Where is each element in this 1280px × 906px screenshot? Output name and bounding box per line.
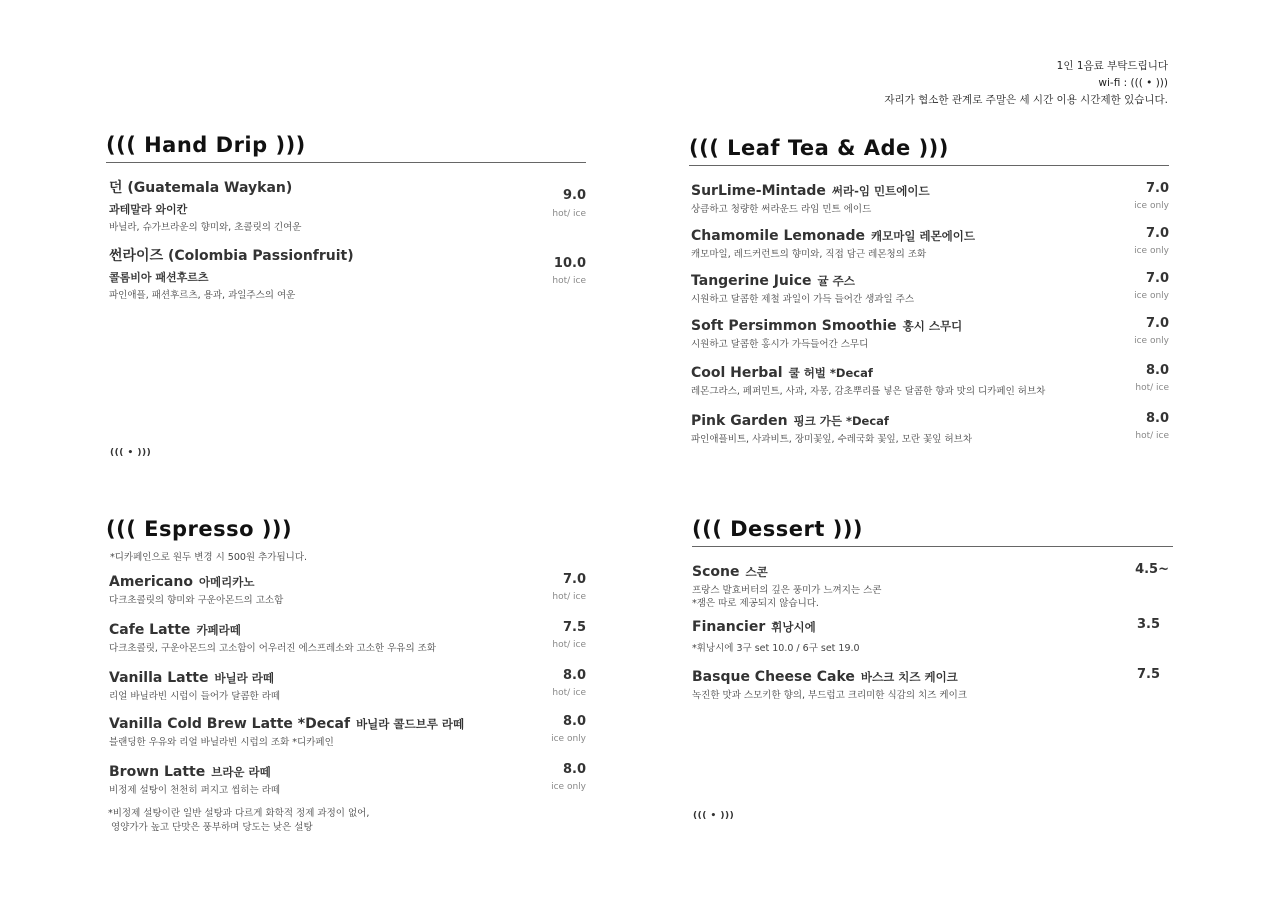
item-name: Brown Latte [109, 764, 206, 780]
item-price: 4.5~ [1135, 562, 1169, 577]
item-name: Basque Cheese Cake [692, 669, 855, 685]
item-description: 시원하고 달콤한 홍시가 가득들어간 스무디 [691, 339, 869, 350]
menu-item [109, 761, 586, 807]
brand-logo: ((( • ))) [110, 448, 152, 458]
item-temperature: ice only [1134, 291, 1169, 301]
item-name: SurLime-Mintade [691, 183, 826, 199]
leaf-tea-section [689, 136, 1169, 455]
menu-item [691, 410, 1169, 455]
item-description: 레몬그라스, 페퍼민트, 사과, 자몽, 감초뿌리를 넣은 달콤한 향과 맛의 디카페인 허브차 [691, 386, 1046, 397]
menu-item [106, 177, 586, 245]
item-korean-name: 캐모마일 레몬에이드 [871, 229, 975, 243]
item-description: 녹진한 맛과 스모키한 향의, 부드럽고 크리미한 식감의 치즈 케이크 [692, 690, 967, 701]
item-korean-name: 핑크 가든 *Decaf [793, 414, 889, 428]
menu-item [109, 571, 586, 619]
menu-item [109, 667, 586, 713]
section-title: ((( Dessert ))) [692, 517, 1173, 547]
hand-drip-section [106, 133, 586, 313]
notice-one-drink: 1인 1음료 부탁드립니다 [1056, 60, 1168, 72]
menu-item [691, 225, 1169, 270]
item-price: 8.0 [562, 714, 586, 729]
espresso-section [106, 517, 586, 835]
item-note: *잼은 따로 제공되지 않습니다. [692, 598, 819, 609]
item-price: 9.0 [562, 188, 586, 203]
decaf-note: *디카페인으로 원두 변경 시 500원 추가됩니다. [110, 552, 308, 563]
item-description: 시원하고 달콤한 제철 과일이 가득 들어간 생과일 주스 [691, 294, 915, 305]
item-price: 8.0 [1145, 411, 1169, 426]
sugar-note-line-1: *비정제 설탕이란 일반 설탕과 다르게 화학적 정제 과정이 없어, [108, 808, 370, 819]
item-korean-name: 바닐라 라떼 [214, 671, 275, 685]
item-name: Vanilla Latte [109, 670, 209, 686]
menu-item [106, 245, 586, 313]
item-name: 던 (Guatemala Waykan) [109, 180, 293, 196]
section-title: ((( Hand Drip ))) [106, 133, 586, 163]
item-temperature: hot/ ice [552, 276, 586, 286]
menu-item [691, 270, 1169, 315]
item-korean-name: 휘낭시에 [771, 620, 816, 634]
item-price: 7.0 [1145, 181, 1169, 196]
item-description: 다크초콜릿의 향미와 구운아몬드의 고소함 [109, 595, 284, 606]
item-korean-name: 바닐라 콜드브루 라떼 [356, 717, 465, 731]
menu-item [691, 180, 1169, 225]
item-name: Scone [692, 564, 740, 580]
item-name: Tangerine Juice [691, 273, 812, 289]
notice-block [884, 58, 1168, 109]
menu-list [689, 180, 1169, 455]
item-temperature: ice only [1134, 246, 1169, 256]
item-price: 10.0 [553, 256, 586, 271]
item-name: Vanilla Cold Brew Latte *Decaf [109, 716, 351, 732]
item-name: Pink Garden [691, 413, 788, 429]
item-temperature: hot/ ice [1135, 383, 1169, 393]
item-description: 다크초콜릿, 구운아몬드의 고소함이 어우러진 에스프레소와 고소한 우유의 조화 [109, 643, 437, 654]
notice-time-limit: 자리가 협소한 관계로 주말은 세 시간 이용 시간제한 있습니다. [884, 94, 1168, 106]
item-description: 바닐라, 슈가브라운의 향미와, 초콜릿의 긴여운 [109, 222, 302, 233]
item-subtitle: 콜롬비아 패션후르츠 [109, 271, 209, 284]
item-temperature: hot/ ice [552, 209, 586, 219]
item-description: 캐모마일, 레드커런트의 향미와, 직접 담근 레몬청의 조화 [691, 249, 927, 260]
item-korean-name: 써라-임 민트에이드 [831, 184, 930, 198]
item-name: Financier [692, 619, 766, 635]
item-temperature: ice only [551, 782, 586, 792]
item-korean-name: 홍시 스무디 [902, 319, 963, 333]
item-price: 8.0 [562, 762, 586, 777]
item-price: 3.5 [1136, 617, 1160, 632]
brand-logo: ((( • ))) [693, 811, 735, 821]
item-korean-name: 아메리카노 [198, 575, 255, 589]
item-name: Americano [109, 574, 193, 590]
item-korean-name: 스콘 [745, 565, 768, 579]
item-temperature: hot/ ice [552, 640, 586, 650]
item-price: 7.0 [1145, 316, 1169, 331]
item-temperature: ice only [551, 734, 586, 744]
section-title: ((( Leaf Tea & Ade ))) [689, 136, 1169, 166]
notice-wifi: wi-fi : ((( • ))) [1098, 77, 1168, 89]
item-korean-name: 바스크 치즈 케이크 [860, 670, 958, 684]
item-name: Chamomile Lemonade [691, 228, 866, 244]
menu-item [109, 713, 586, 761]
item-description: *휘낭시에 3구 set 10.0 / 6구 set 19.0 [692, 643, 860, 654]
item-description: 블랜딩한 우유와 리얼 바닐라빈 시럽의 조화 *디카페인 [109, 737, 334, 748]
item-name: Soft Persimmon Smoothie [691, 318, 897, 334]
dessert-section [692, 517, 1173, 706]
menu-list [692, 561, 1173, 706]
item-description: 파인애플, 패션후르츠, 용과, 과일주스의 여운 [109, 290, 296, 301]
menu-item [109, 619, 586, 667]
item-price: 7.0 [1145, 226, 1169, 241]
menu-item [692, 561, 1173, 616]
sugar-note [108, 807, 586, 835]
item-korean-name: 쿨 허벌 *Decaf [788, 366, 873, 380]
item-price: 7.5 [1136, 667, 1160, 682]
item-name: Cool Herbal [691, 365, 783, 381]
item-description: 비정제 설탕이 천천히 퍼지고 씹히는 라떼 [109, 785, 281, 796]
item-price: 8.0 [1145, 363, 1169, 378]
menu-list [109, 571, 586, 807]
item-price: 8.0 [562, 668, 586, 683]
item-description: 상큼하고 청량한 써라운드 라임 민트 에이드 [691, 204, 872, 215]
item-name: Cafe Latte [109, 622, 191, 638]
item-description: 파인애플비트, 사과비트, 장미꽃잎, 수레국화 꽃잎, 모란 꽃잎 허브차 [691, 434, 972, 445]
menu-item [691, 315, 1169, 362]
item-korean-name: 귤 주스 [817, 274, 855, 288]
item-korean-name: 카페라떼 [196, 623, 241, 637]
item-korean-name: 브라운 라떼 [211, 765, 271, 779]
item-price: 7.0 [562, 572, 586, 587]
item-price: 7.5 [562, 620, 586, 635]
item-subtitle: 과테말라 와이칸 [109, 203, 188, 216]
section-title: ((( Espresso ))) [106, 517, 293, 541]
item-name: 썬라이즈 (Colombia Passionfruit) [109, 248, 354, 264]
menu-item [692, 616, 1173, 666]
menu-item [691, 362, 1169, 410]
item-temperature: ice only [1134, 201, 1169, 211]
menu-item [692, 666, 1173, 706]
item-temperature: hot/ ice [552, 688, 586, 698]
sugar-note-line-2: 영양가가 높고 단맛은 풍부하며 당도는 낮은 설탕 [111, 822, 313, 833]
item-description: 리얼 바닐라빈 시럽이 들어가 달콤한 라떼 [109, 691, 281, 702]
item-price: 7.0 [1145, 271, 1169, 286]
item-description: 프랑스 발효버터의 깊은 풍미가 느껴지는 스콘 [692, 585, 882, 596]
item-temperature: ice only [1134, 336, 1169, 346]
item-temperature: hot/ ice [1135, 431, 1169, 441]
item-temperature: hot/ ice [552, 592, 586, 602]
